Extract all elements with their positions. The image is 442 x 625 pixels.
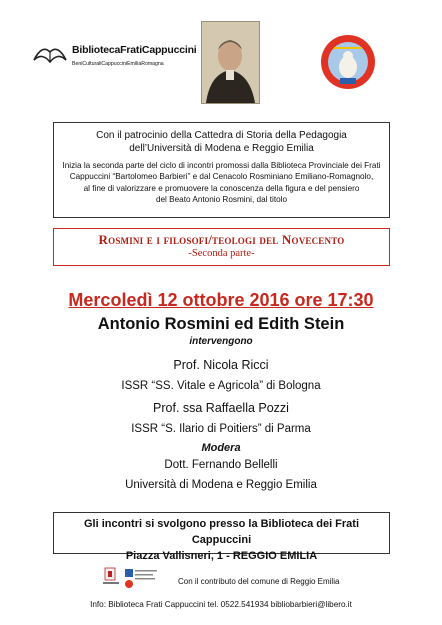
venue-line-2: Piazza Vallisneri, 1 - REGGIO EMILIA — [125, 550, 318, 562]
moderator-affiliation: Università di Modena e Reggio Emilia — [125, 479, 317, 491]
patronage-box — [53, 122, 390, 218]
speaker-2-name: Prof. ssa Raffaella Pozzi — [153, 401, 289, 415]
speaker-2-affiliation: ISSR “S. Ilario di Poitiers” di Parma — [131, 423, 311, 435]
moderator-heading: Modera — [201, 442, 241, 454]
series-title: Rosmini e i filosofi/teologi del Novecento — [98, 232, 345, 247]
intro-line-4: del Beato Antonio Rosmini, dal titolo — [155, 195, 288, 205]
speakers-heading: intervengono — [189, 336, 253, 347]
venue-line-1: Gli incontri si svolgono presso la Biblioteca dei Frati Cappuccini — [83, 518, 360, 546]
info-line: Info: Biblioteca Frati Cappuccini tel. 0522.541934 bibliobarbieri@libero.it — [90, 600, 352, 609]
series-subtitle: -Seconda parte- — [188, 248, 255, 259]
logo-brand: BibliotecaFratiCappuccini — [72, 44, 197, 56]
intro-line-2: Cappuccini “Bartolomeo Barbieri” e dal Cenacolo Rosminiano Emiliano-Romagnolo, — [69, 172, 374, 182]
cenacolo-seal — [320, 34, 376, 90]
contribution-note: Con il contributo del comune di Reggio Emilia — [178, 577, 340, 586]
biblioteca-logo — [32, 34, 197, 74]
event-datetime: Mercoledì 12 ottobre 2016 ore 17:30 — [68, 290, 374, 310]
speaker-1-affiliation: ISSR “SS. Vitale e Agricola” di Bologna — [121, 380, 321, 392]
series-title-box — [53, 228, 390, 266]
portrait-image — [201, 21, 260, 104]
patronage-line-1: Con il patrocinio della Cattedra di Storia della Pedagogia — [96, 130, 347, 141]
intro-line-3: al fine di valorizzare e promuovere la conoscenza della figura e del pensiero — [83, 183, 360, 193]
sponsor-logos — [103, 565, 163, 591]
logo-subtitle: BeniCulturaliCappucciniEmiliaRomagna — [72, 61, 164, 67]
intro-line-1: Inizia la seconda parte del ciclo di incontri promossi dalla Biblioteca Provinciale dei Frati — [62, 161, 381, 170]
speaker-1-name: Prof. Nicola Ricci — [173, 358, 269, 372]
moderator-name: Dott. Fernando Bellelli — [164, 459, 278, 471]
patronage-line-2: dell’Università di Modena e Reggio Emilia — [129, 143, 314, 154]
book-icon — [32, 38, 68, 68]
event-title: Antonio Rosmini ed Edith Stein — [97, 315, 345, 333]
venue-box — [53, 512, 390, 562]
